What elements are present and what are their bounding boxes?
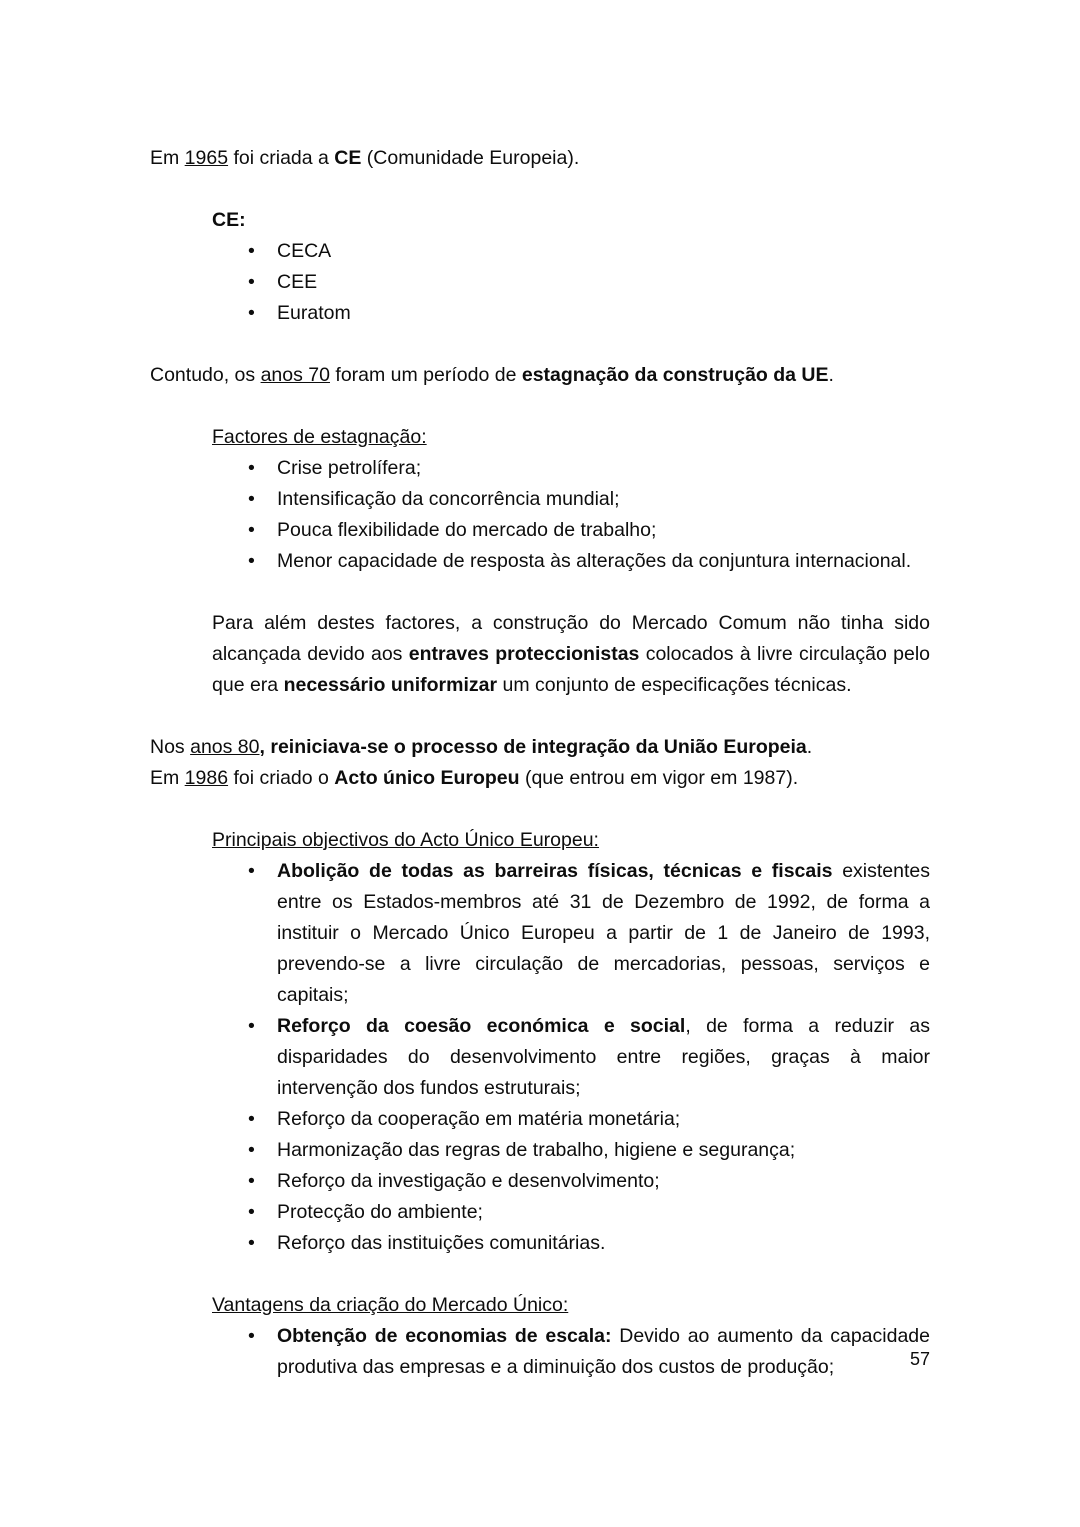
au-bold: Acto único Europeu [334,767,520,789]
intro-bold-term: CE [334,147,362,169]
list-item [150,1104,930,1135]
list-item [150,1197,930,1228]
mc-bold1: entraves proteccionistas [408,643,640,665]
factores-list [150,453,930,577]
list-item: • CEE [150,267,930,298]
intro-prefix: Em [150,147,185,169]
list-item [150,1228,930,1259]
contudo-suffix: . [828,364,834,386]
item-text: existentes entre os Estados-membros até 31 de Dezembro de 1992, de forma a instituir o Mercado Único Europeu a partir de 1 de Janeiro de 1993, prevendo-se a livre circulação de mercadorias, pessoas, serviços e capitais; [277,860,931,1006]
au-underlined: 1986 [184,767,229,789]
list-item [150,1166,930,1197]
contudo-underlined: anos 70 [260,364,330,386]
item-text: Devido ao aumento da capacidade produtiva das empresas e a diminuição dos custos de produção; [277,1325,930,1378]
page-content [150,143,930,1383]
mc-bold2: necessário uniformizar [283,674,498,696]
objectivos-list [150,856,930,1259]
contudo-bold: estagnação da construção da UE [521,364,829,386]
item-text: Protecção do ambiente; [277,1201,483,1223]
au-suffix: (que entrou em vigor em 1987). [519,767,799,789]
vantagens-heading: Vantagens da criação do Mercado Único: [212,1294,569,1316]
list-item: • Menor capacidade de resposta às alterações da conjuntura internacional. [150,546,930,577]
spacer [150,794,930,825]
list-item: • CECA [150,236,930,267]
spacer [150,329,930,360]
anos80-bold: , reiniciava-se o processo de integração da União Europeia [259,736,807,758]
mc-part1: Para além destes factores, a construção do Mercado Comum não tinha sido alcançada devido aos [212,612,930,665]
mercado-comum-paragraph [212,608,930,701]
spacer [150,701,930,732]
item-text: , de forma a reduzir as disparidades do desenvolvimento entre regiões, graças à maior intervenção dos fundos estruturais; [277,1015,930,1099]
anos80-underlined: anos 80 [190,736,260,758]
spacer [150,174,930,205]
spacer [150,391,930,422]
item-bold: Obtenção de economias de escala: [277,1325,612,1347]
intro-middle: foi criada a [228,147,335,169]
item-bold: Abolição de todas as barreiras físicas, técnicas e fiscais [277,860,833,882]
item-text: Reforço das instituições comunitárias. [277,1232,606,1254]
item-bold: Reforço da coesão económica e social [277,1015,686,1037]
list-item: • Pouca flexibilidade do mercado de trabalho; [150,515,930,546]
list-item [150,1135,930,1166]
intro-year: 1965 [184,147,229,169]
list-item: • Intensificação da concorrência mundial; [150,484,930,515]
list-item [150,1011,930,1104]
list-item: • Euratom [150,298,930,329]
mc-part3: um conjunto de especificações técnicas. [497,674,852,696]
mc-part2: colocados à livre circulação pelo que era [212,643,930,696]
spacer [150,577,930,608]
ce-heading: CE: [212,209,246,231]
spacer [150,1259,930,1290]
page-number: 57 [909,1349,930,1369]
intro-paragraph [150,143,930,174]
intro-suffix: (Comunidade Europeia). [361,147,580,169]
anos80-prefix: Nos [150,736,191,758]
objectivos-heading: Principais objectivos do Acto Único Europeu: [212,829,599,851]
item-text: Reforço da investigação e desenvolvimento; [277,1170,660,1192]
ce-list [150,236,930,329]
list-item [150,856,930,1011]
anos80-suffix: . [806,736,813,758]
contudo-paragraph [150,360,930,391]
au-middle: foi criado o [228,767,335,789]
anos80-paragraph [150,732,930,763]
item-text: Reforço da cooperação em matéria monetária; [277,1108,681,1130]
contudo-middle: foram um período de [329,364,522,386]
factores-heading: Factores de estagnação: [212,426,427,448]
contudo-prefix: Contudo, os [150,364,261,386]
list-item: • Crise petrolífera; [150,453,930,484]
item-text: Harmonização das regras de trabalho, higiene e segurança; [277,1139,796,1161]
acto-unico-paragraph [150,763,930,794]
au-prefix: Em [150,767,185,789]
